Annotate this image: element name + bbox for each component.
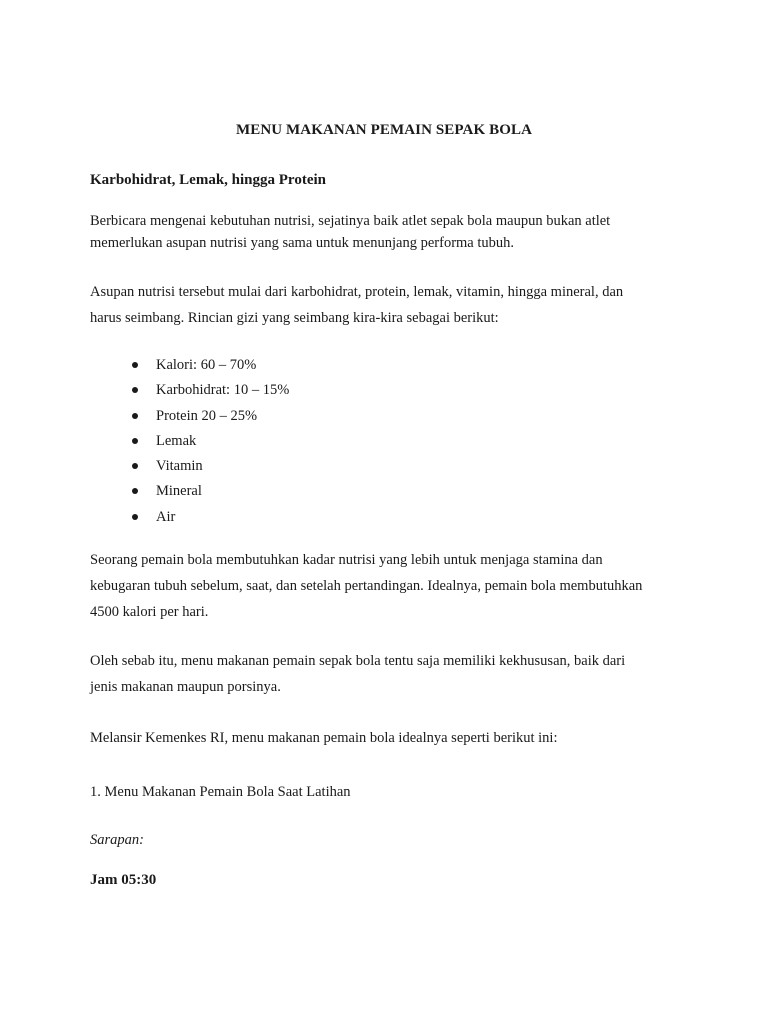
bullet-icon bbox=[132, 362, 138, 368]
paragraph-line: Oleh sebab itu, menu makanan pemain sepak bola tentu saja memiliki kekhususan, baik dari bbox=[90, 653, 626, 669]
bullet-icon bbox=[132, 413, 138, 419]
nutrient-list bbox=[90, 354, 289, 531]
paragraph-source bbox=[90, 726, 690, 750]
list-item bbox=[90, 506, 289, 531]
paragraph-intro bbox=[90, 210, 690, 254]
bullet-icon bbox=[132, 488, 138, 494]
paragraph-line: kebugaran tubuh sebelum, saat, dan setelah pertandingan. Idealnya, pemain bola membutuhkan bbox=[90, 578, 643, 594]
list-item bbox=[90, 480, 289, 505]
list-item-text: Karbohidrat: 10 – 15% bbox=[156, 382, 290, 399]
bullet-icon bbox=[132, 387, 138, 393]
section-subheading: Karbohidrat, Lemak, hingga Protein bbox=[90, 172, 326, 188]
paragraph-line: harus seimbang. Rincian gizi yang seimbang kira-kira sebagai berikut: bbox=[90, 310, 499, 326]
paragraph-line: Seorang pemain bola membutuhkan kadar nutrisi yang lebih untuk menjaga stamina dan bbox=[90, 552, 603, 568]
list-item-text: Air bbox=[156, 508, 176, 525]
list-item bbox=[90, 455, 289, 480]
list-item bbox=[90, 405, 289, 430]
list-item-text: Mineral bbox=[156, 483, 202, 500]
list-item-text: Kalori: 60 – 70% bbox=[156, 357, 257, 373]
paragraph-line: jenis makanan maupun porsinya. bbox=[90, 679, 281, 695]
paragraph-line: 1. Menu Makanan Pemain Bola Saat Latihan bbox=[90, 784, 351, 800]
paragraph-line: memerlukan asupan nutrisi yang sama untuk menunjang performa tubuh. bbox=[90, 235, 515, 251]
paragraph-line: 4500 kalori per hari. bbox=[90, 604, 209, 620]
list-item-text: Protein 20 – 25% bbox=[156, 407, 258, 424]
bullet-icon bbox=[132, 514, 138, 520]
list-item bbox=[90, 379, 289, 404]
bullet-icon bbox=[132, 438, 138, 444]
list-item bbox=[90, 354, 289, 379]
bullet-icon bbox=[132, 463, 138, 469]
list-item bbox=[90, 430, 289, 455]
time-label: Jam 05:30 bbox=[90, 872, 157, 888]
list-item-text: Lemak bbox=[156, 432, 197, 449]
paragraph-nutrients-intro bbox=[90, 279, 690, 331]
meal-label: Sarapan: bbox=[90, 832, 144, 848]
paragraph-calorie-needs bbox=[90, 547, 690, 625]
document-title: MENU MAKANAN PEMAIN SEPAK BOLA bbox=[235, 122, 533, 138]
paragraph-line: Melansir Kemenkes RI, menu makanan pemain bola idealnya seperti berikut ini: bbox=[90, 730, 558, 746]
paragraph-specifics bbox=[90, 648, 690, 700]
paragraph-line: Asupan nutrisi tersebut mulai dari karbohidrat, protein, lemak, vitamin, hingga mineral, dan bbox=[90, 284, 624, 300]
list-item-text: Vitamin bbox=[156, 458, 203, 475]
paragraph-line: Berbicara mengenai kebutuhan nutrisi, sejatinya baik atlet sepak bola maupun bukan atlet bbox=[90, 213, 611, 229]
section-heading-training bbox=[90, 780, 690, 804]
